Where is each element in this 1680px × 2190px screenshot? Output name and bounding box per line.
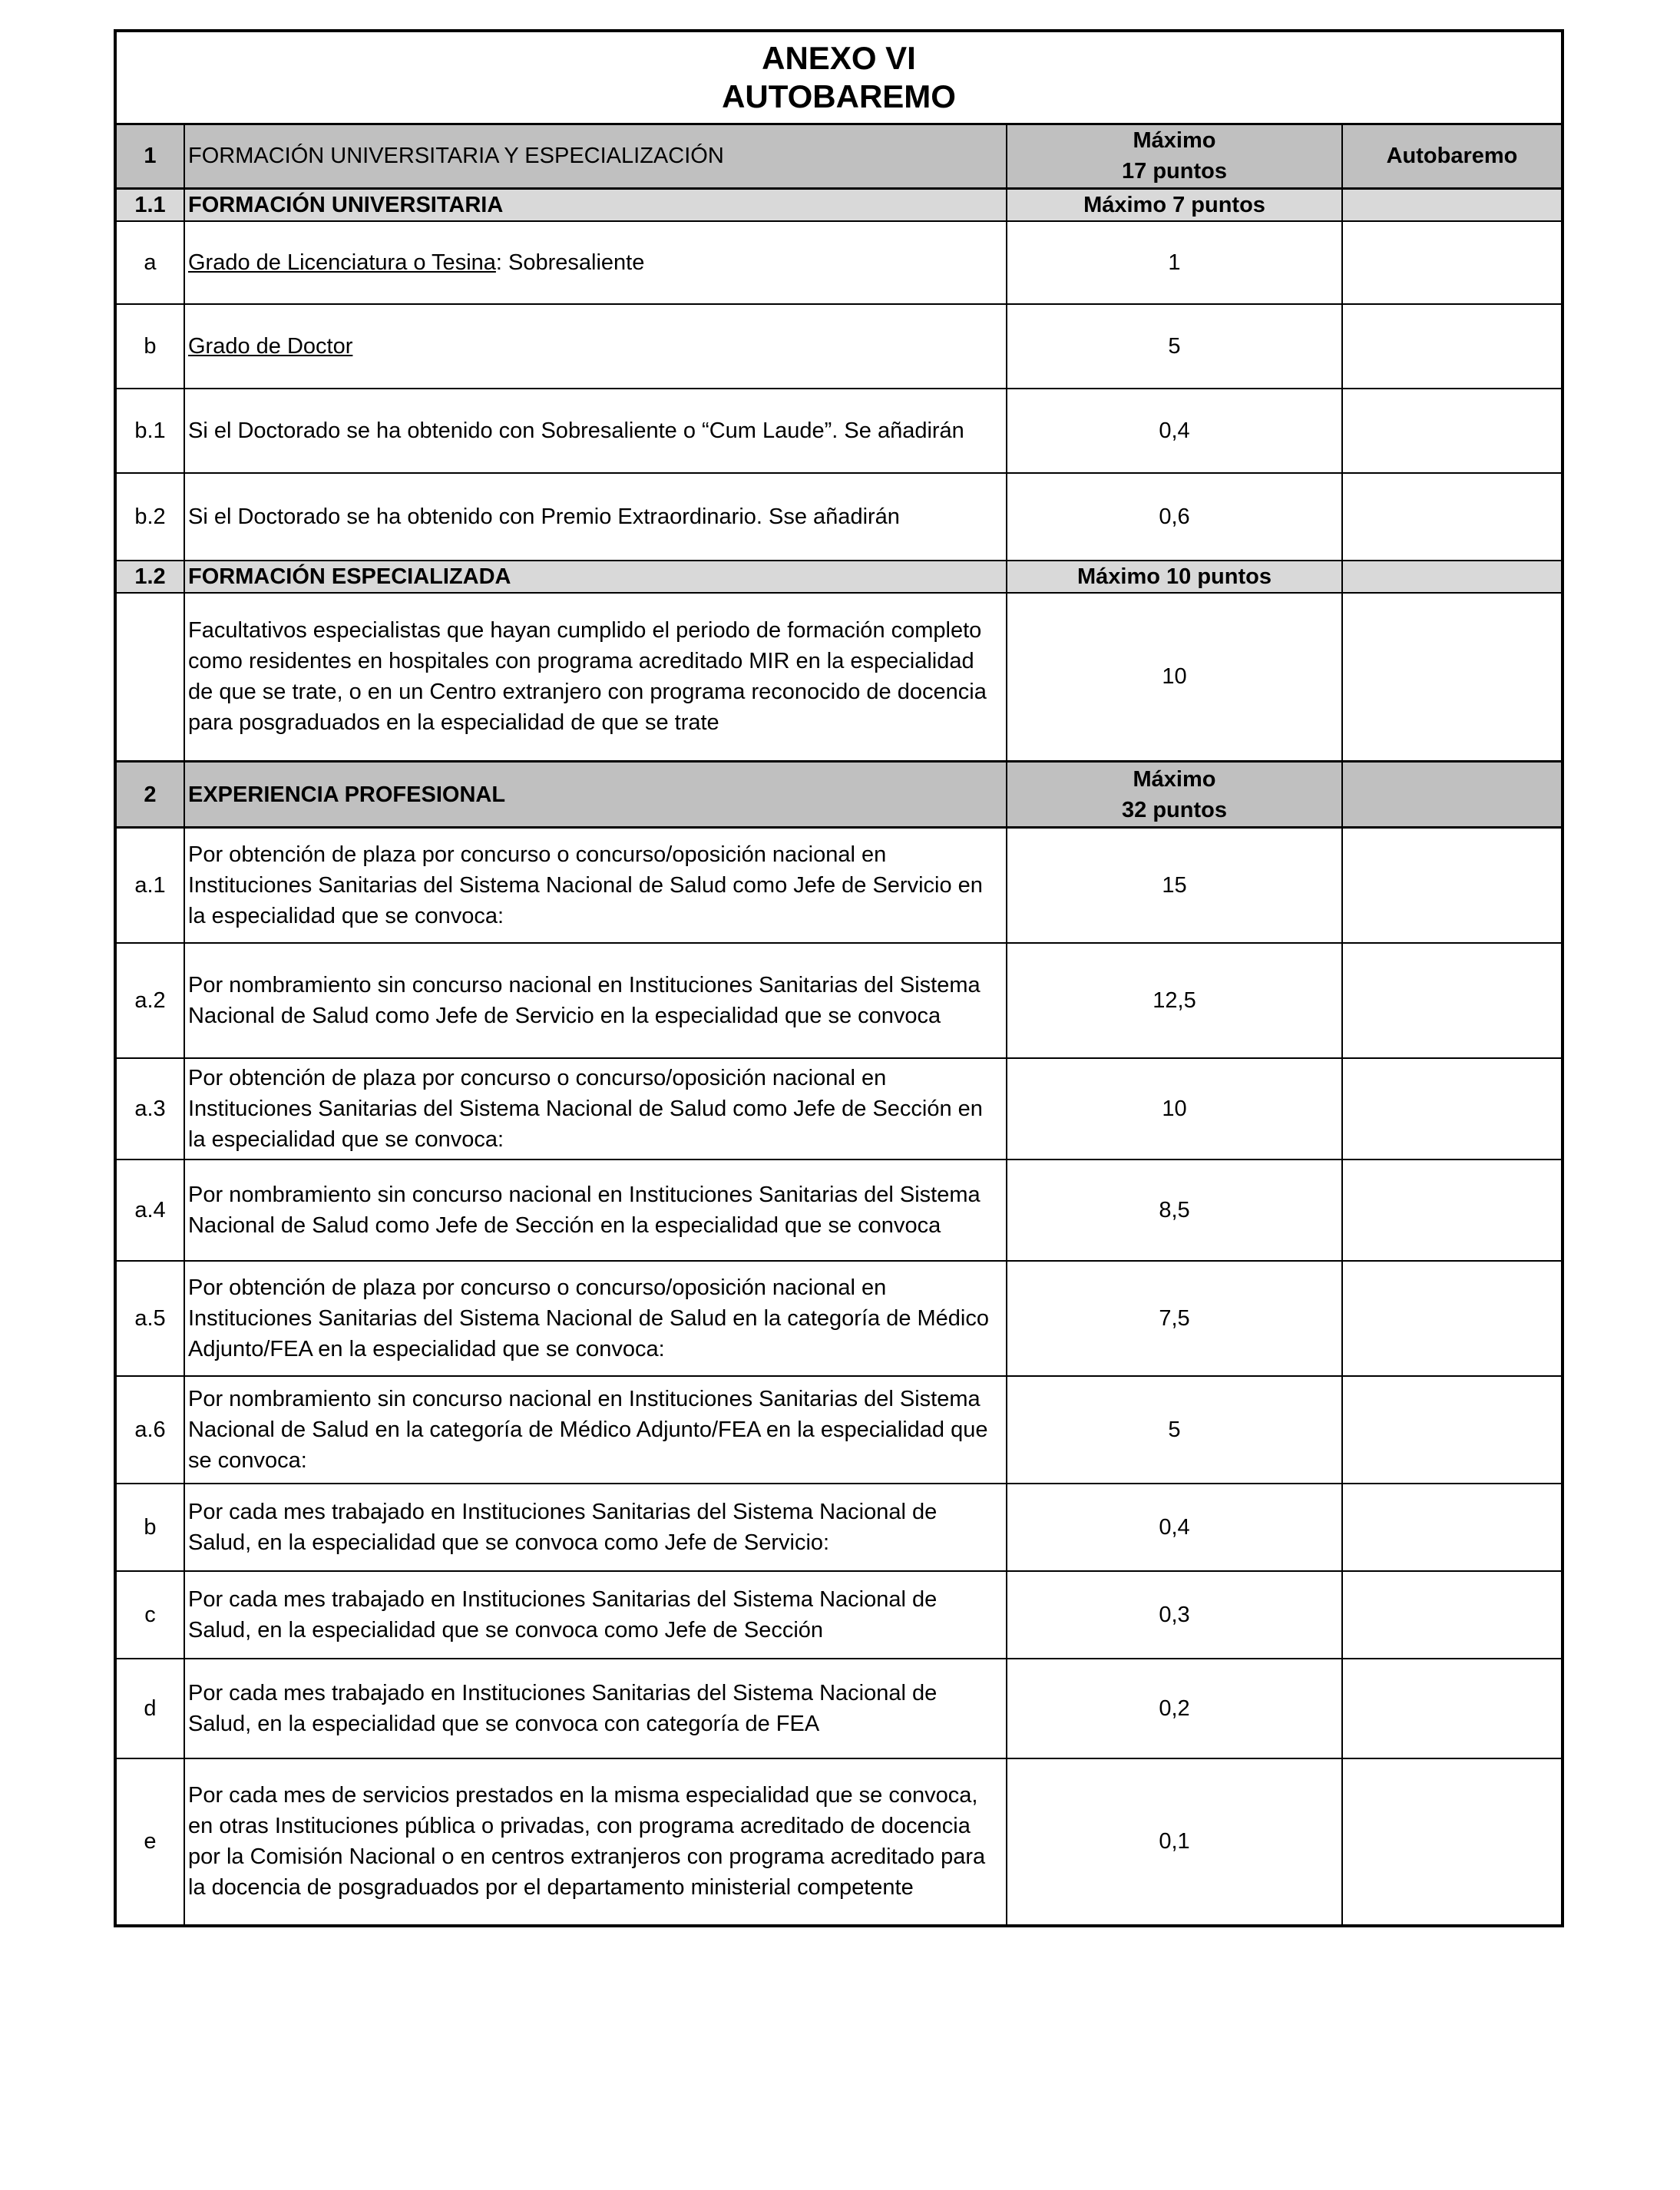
section-number: 2 bbox=[115, 762, 184, 828]
row-points: 10 bbox=[1007, 593, 1342, 762]
row-id: d bbox=[115, 1659, 184, 1758]
section-max-line-1: Máximo bbox=[1133, 128, 1216, 153]
row-id: b.2 bbox=[115, 473, 184, 561]
row-points: 15 bbox=[1007, 828, 1342, 943]
row-id: b bbox=[115, 304, 184, 389]
table-row bbox=[115, 1376, 1563, 1484]
table-row bbox=[115, 304, 1563, 389]
row-id: b.1 bbox=[115, 389, 184, 473]
autobaremo-cell[interactable] bbox=[1342, 1484, 1563, 1571]
section-max-line-2: 32 puntos bbox=[1122, 797, 1227, 822]
document-title bbox=[115, 31, 1563, 124]
row-id: a.5 bbox=[115, 1261, 184, 1376]
table-row bbox=[115, 593, 1563, 762]
table-row bbox=[115, 1571, 1563, 1659]
row-points: 0,3 bbox=[1007, 1571, 1342, 1659]
row-id: a.1 bbox=[115, 828, 184, 943]
row-description: Por nombramiento sin concurso nacional en Instituciones Sanitarias del Sistema Nacional de Salud como Jefe de Servicio en la especialidad que se convoca bbox=[184, 943, 1007, 1058]
section-max bbox=[1007, 124, 1342, 188]
row-description-underlined: Grado de Licenciatura o Tesina bbox=[188, 250, 496, 275]
section-label bbox=[184, 762, 1007, 828]
row-points: 10 bbox=[1007, 1058, 1342, 1160]
subsection-number: 1.1 bbox=[115, 188, 184, 221]
subsection-max: Máximo 7 puntos bbox=[1007, 188, 1342, 221]
row-id: a bbox=[115, 221, 184, 304]
row-points: 0,2 bbox=[1007, 1659, 1342, 1758]
table-row bbox=[115, 1484, 1563, 1571]
row-description bbox=[184, 304, 1007, 389]
table-row bbox=[115, 1659, 1563, 1758]
table-row bbox=[115, 1758, 1563, 1926]
subsection-1-2-header bbox=[115, 561, 1563, 593]
row-id bbox=[115, 593, 184, 762]
section-max-line-1: Máximo bbox=[1133, 766, 1216, 792]
subsection-label: FORMACIÓN UNIVERSITARIA bbox=[184, 188, 1007, 221]
row-id: a.2 bbox=[115, 943, 184, 1058]
section-number: 1 bbox=[115, 124, 184, 188]
autobaremo-cell[interactable] bbox=[1342, 1261, 1563, 1376]
row-id: a.4 bbox=[115, 1160, 184, 1261]
row-description: Por cada mes trabajado en Instituciones Sanitarias del Sistema Nacional de Salud, en la especialidad que se convoca como Jefe de Servicio: bbox=[184, 1484, 1007, 1571]
autobaremo-column-header: Autobaremo bbox=[1342, 124, 1563, 188]
autobaremo-table bbox=[114, 29, 1564, 1927]
row-description: Por obtención de plaza por concurso o concurso/oposición nacional en Instituciones Sanitarias del Sistema Nacional de Salud como Jefe de Servicio en la especialidad que se convoca: bbox=[184, 828, 1007, 943]
autobaremo-cell[interactable] bbox=[1342, 943, 1563, 1058]
row-description-rest: : Sobresaliente bbox=[495, 250, 645, 275]
title-row bbox=[115, 31, 1563, 124]
row-id: a.6 bbox=[115, 1376, 184, 1484]
row-points: 5 bbox=[1007, 304, 1342, 389]
section-2-header bbox=[115, 762, 1563, 828]
row-points: 0,4 bbox=[1007, 1484, 1342, 1571]
autobaremo-cell[interactable] bbox=[1342, 221, 1563, 304]
autobaremo-cell[interactable] bbox=[1342, 1058, 1563, 1160]
title-line-1: ANEXO VI bbox=[762, 39, 916, 76]
autobaremo-cell[interactable] bbox=[1342, 1758, 1563, 1926]
row-description: Por cada mes trabajado en Instituciones Sanitarias del Sistema Nacional de Salud, en la especialidad que se convoca como Jefe de Sección bbox=[184, 1571, 1007, 1659]
autobaremo-cell[interactable] bbox=[1342, 561, 1563, 593]
row-points: 1 bbox=[1007, 221, 1342, 304]
subsection-1-1-header bbox=[115, 188, 1563, 221]
row-id: a.3 bbox=[115, 1058, 184, 1160]
autobaremo-cell[interactable] bbox=[1342, 1160, 1563, 1261]
section-label: FORMACIÓN UNIVERSITARIA Y ESPECIALIZACIÓN bbox=[184, 124, 1007, 188]
table-row bbox=[115, 828, 1563, 943]
row-points: 5 bbox=[1007, 1376, 1342, 1484]
row-id: b bbox=[115, 1484, 184, 1571]
section-max-line-2: 17 puntos bbox=[1122, 159, 1227, 184]
row-description: Facultativos especialistas que hayan cumplido el periodo de formación completo como residentes en hospitales con programa acreditado MIR en la especialidad de que se trate, o en un Centro extranjero con programa reconocido de docencia para posgraduados en la especialidad de que se trate bbox=[184, 593, 1007, 762]
subsection-number: 1.2 bbox=[115, 561, 184, 593]
row-points: 7,5 bbox=[1007, 1261, 1342, 1376]
autobaremo-cell[interactable] bbox=[1342, 389, 1563, 473]
row-description: Por cada mes de servicios prestados en la misma especialidad que se convoca, en otras Instituciones pública o privadas, con programa acreditado de docencia por la Comisión Nacional o en centros extranjeros con programa acreditado para la docencia de posgraduados por el departamento ministerial competente bbox=[184, 1758, 1007, 1926]
row-description: Por obtención de plaza por concurso o concurso/oposición nacional en Instituciones Sanitarias del Sistema Nacional de Salud en la categoría de Médico Adjunto/FEA en la especialidad que se convoca: bbox=[184, 1261, 1007, 1376]
autobaremo-cell[interactable] bbox=[1342, 473, 1563, 561]
row-description: Por nombramiento sin concurso nacional en Instituciones Sanitarias del Sistema Nacional de Salud como Jefe de Sección en la especialidad que se convoca bbox=[184, 1160, 1007, 1261]
table-row bbox=[115, 221, 1563, 304]
autobaremo-cell[interactable] bbox=[1342, 1659, 1563, 1758]
row-description: Por nombramiento sin concurso nacional en Instituciones Sanitarias del Sistema Nacional de Salud en la categoría de Médico Adjunto/FEA en la especialidad que se convoca: bbox=[184, 1376, 1007, 1484]
row-description: Por obtención de plaza por concurso o concurso/oposición nacional en Instituciones Sanitarias del Sistema Nacional de Salud como Jefe de Sección en la especialidad que se convoca: bbox=[184, 1058, 1007, 1160]
autobaremo-cell[interactable] bbox=[1342, 762, 1563, 828]
table-row bbox=[115, 473, 1563, 561]
table-row bbox=[115, 389, 1563, 473]
autobaremo-cell[interactable] bbox=[1342, 1376, 1563, 1484]
row-description bbox=[184, 221, 1007, 304]
row-id: c bbox=[115, 1571, 184, 1659]
section-max bbox=[1007, 762, 1342, 828]
row-description-underlined: Grado de Doctor bbox=[188, 333, 353, 359]
autobaremo-cell[interactable] bbox=[1342, 828, 1563, 943]
row-description: Si el Doctorado se ha obtenido con Premio Extraordinario. Sse añadirán bbox=[184, 473, 1007, 561]
row-points: 0,1 bbox=[1007, 1758, 1342, 1926]
row-description: Por cada mes trabajado en Instituciones Sanitarias del Sistema Nacional de Salud, en la especialidad que se convoca con categoría de FEA bbox=[184, 1659, 1007, 1758]
section-label-text: EXPERIENCIA PROFESIONAL bbox=[188, 782, 506, 807]
row-points: 12,5 bbox=[1007, 943, 1342, 1058]
subsection-label: FORMACIÓN ESPECIALIZADA bbox=[184, 561, 1007, 593]
autobaremo-cell[interactable] bbox=[1342, 304, 1563, 389]
row-description: Si el Doctorado se ha obtenido con Sobresaliente o “Cum Laude”. Se añadirán bbox=[184, 389, 1007, 473]
autobaremo-cell[interactable] bbox=[1342, 1571, 1563, 1659]
row-points: 0,4 bbox=[1007, 389, 1342, 473]
table-row bbox=[115, 1261, 1563, 1376]
section-1-header bbox=[115, 124, 1563, 188]
table-row bbox=[115, 1160, 1563, 1261]
row-points: 0,6 bbox=[1007, 473, 1342, 561]
title-line-2: AUTOBAREMO bbox=[722, 78, 956, 114]
subsection-max: Máximo 10 puntos bbox=[1007, 561, 1342, 593]
row-id: e bbox=[115, 1758, 184, 1926]
table-row bbox=[115, 943, 1563, 1058]
row-points: 8,5 bbox=[1007, 1160, 1342, 1261]
table-row bbox=[115, 1058, 1563, 1160]
autobaremo-cell[interactable] bbox=[1342, 188, 1563, 221]
autobaremo-cell[interactable] bbox=[1342, 593, 1563, 762]
